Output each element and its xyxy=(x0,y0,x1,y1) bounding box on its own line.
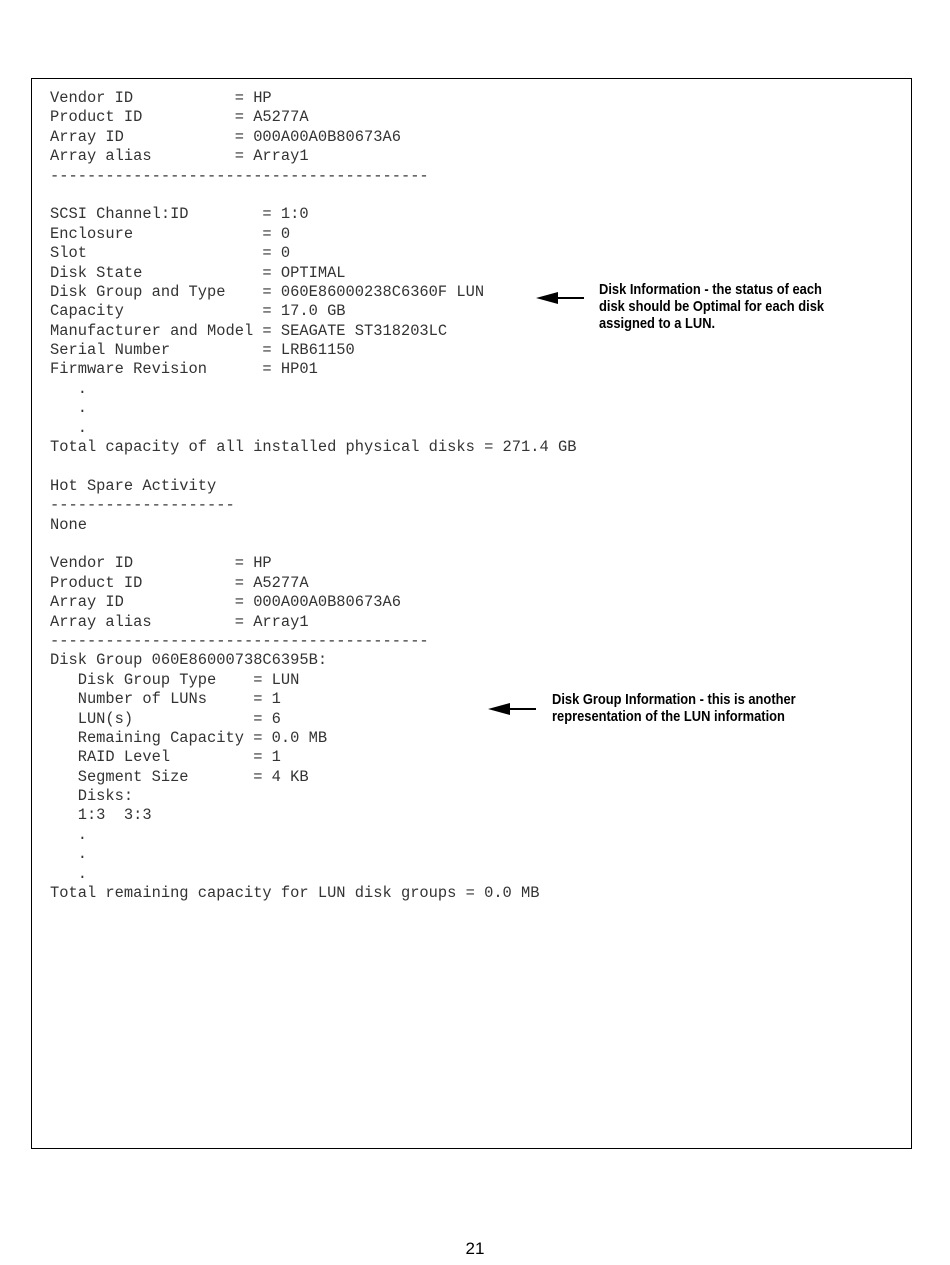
output-line: RAID Level = 1 xyxy=(50,748,281,767)
output-line: Firmware Revision = HP01 xyxy=(50,360,318,379)
output-line: . xyxy=(50,379,87,398)
output-line: Total remaining capacity for LUN disk groups = 0.0 MB xyxy=(50,884,540,903)
output-line: . xyxy=(50,825,87,844)
output-line: Disk State = OPTIMAL xyxy=(50,263,346,282)
output-line: Array ID = 000A00A0B80673A6 xyxy=(50,127,401,146)
output-line: Number of LUNs = 1 xyxy=(50,690,281,709)
output-line: Disk Group 060E86000738C6395B: xyxy=(50,651,328,670)
output-line xyxy=(50,535,576,554)
output-line: Serial Number = LRB61150 xyxy=(50,341,355,360)
disk-group-info-annotation xyxy=(552,691,796,725)
output-line: Manufacturer and Model = SEAGATE ST318203LC xyxy=(50,321,448,340)
annotation-line: disk should be Optimal for each disk xyxy=(599,298,825,315)
output-line: Vendor ID = HP xyxy=(50,554,272,573)
output-line: Disk Group Type = LUN xyxy=(50,670,300,689)
output-line: Disks: xyxy=(50,787,134,806)
disk-group-info-arrow xyxy=(488,701,538,717)
output-line: ----------------------------------------- xyxy=(50,631,429,650)
page-number: 21 xyxy=(465,1239,485,1258)
output-line: 1:3 3:3 xyxy=(50,806,152,825)
output-line: . xyxy=(50,418,87,437)
output-line: Hot Spare Activity xyxy=(50,476,217,495)
output-line: Product ID = A5277A xyxy=(50,108,309,127)
output-line: None xyxy=(50,515,87,534)
output-line: Segment Size = 4 KB xyxy=(50,767,309,786)
output-line: Disk Group and Type = 060E86000238C6360F LUN xyxy=(50,282,485,301)
output-line: SCSI Channel:ID = 1:0 xyxy=(50,205,309,224)
disk-info-arrow xyxy=(536,290,586,306)
output-line: -------------------- xyxy=(50,496,235,515)
annotation-line: Disk Group Information - this is another xyxy=(552,691,796,708)
output-line: Remaining Capacity = 0.0 MB xyxy=(50,728,328,747)
output-line: Array alias = Array1 xyxy=(50,147,309,166)
output-line: ----------------------------------------- xyxy=(50,166,429,185)
output-line: LUN(s) = 6 xyxy=(50,709,281,728)
annotation-line: representation of the LUN information xyxy=(552,708,785,725)
output-line: . xyxy=(50,845,87,864)
output-line: Vendor ID = HP xyxy=(50,89,272,107)
output-line xyxy=(50,186,576,205)
output-line xyxy=(50,457,576,476)
output-line: . xyxy=(50,864,87,883)
output-line: . xyxy=(50,399,87,418)
output-line: Capacity = 17.0 GB xyxy=(50,302,346,321)
output-line: Array alias = Array1 xyxy=(50,612,309,631)
output-line: Slot = 0 xyxy=(50,244,291,263)
command-output xyxy=(50,89,576,903)
annotation-line: assigned to a LUN. xyxy=(599,315,716,332)
annotation-line: Disk Information - the status of each xyxy=(599,281,822,298)
output-line: Total capacity of all installed physical disks = 271.4 GB xyxy=(50,438,577,457)
output-line: Enclosure = 0 xyxy=(50,224,291,243)
disk-info-annotation xyxy=(599,281,824,332)
output-line: Array ID = 000A00A0B80673A6 xyxy=(50,593,401,612)
output-line: Product ID = A5277A xyxy=(50,573,309,592)
